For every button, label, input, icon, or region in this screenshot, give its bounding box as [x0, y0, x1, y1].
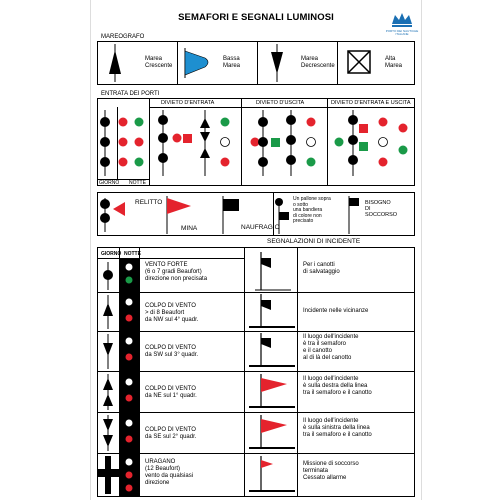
incidente-row1-right: Per i canotti di salvataggio [303, 262, 340, 275]
incidente-row4-right: Il luogo dell'incidente è sulla destra della linea tra il semaforo e il canotto [303, 376, 372, 396]
naufragio-label: NAUFRAGIO [241, 224, 280, 231]
mareografo-label: MAREOGRAFO [101, 34, 145, 40]
bisogno-label: BISOGNO DI SOCCORSO [365, 200, 398, 218]
incidente-row5-left: COLPO DI VENTO da SE sul 2° quadr. [145, 427, 197, 440]
incidente-row6-left: URAGANO (12 Beaufort) vento da qualsiasi direzione [145, 459, 194, 486]
relitto-label: RELITTO [135, 199, 163, 206]
incidente-row6-right: Missione di soccorso terminata Cessato allarme [303, 461, 359, 481]
incidente-row4-left: COLPO DI VENTO da NE sul 1° quadr. [145, 386, 197, 399]
marea-crescente-label: Marea Crescente [145, 56, 173, 69]
porti-header-entrata-uscita: DIVIETO D'ENTRATA E USCITA [331, 100, 411, 106]
alta-marea-label: Alta Marea [385, 56, 403, 69]
porti-header-uscita: DIVIETO D'USCITA [256, 100, 305, 106]
marea-decrescente-label: Marea Decrescente [301, 56, 335, 69]
pallone-label: Un pallone sopra o sotto una bandiera di colore non precisato [293, 196, 331, 224]
bassa-marea-label: Bassa Marea [223, 56, 241, 69]
incidente-row3-right: Il luogo dell'incidente è tra il semaforo e il canotto al di là del canotto [303, 334, 359, 361]
incidente-row2-left: COLPO DI VENTO > di 8 Beaufort da NW sul 4° quadr. [145, 303, 199, 323]
incidente-row2-right: Incidente nelle vicinanze [303, 308, 369, 314]
mina-label: MINA [181, 225, 198, 232]
incidente-row5-right: Il luogo dell'incidente è sulla sinistra della linea tra il semaforo e il canotto [303, 418, 372, 438]
signal-chart-page [90, 0, 422, 500]
incidente-label: SEGNALAZIONI DI INCIDENTE [267, 238, 361, 245]
incidente-row1-left: VENTO FORTE (6 o 7 gradi Beaufort) direzione non precisata [145, 262, 208, 282]
porti-label: ENTRATA DEI PORTI [101, 91, 160, 97]
porti-header-entrata: DIVIETO D'ENTRATA [161, 100, 215, 106]
incidente-row3-left: COLPO DI VENTO da SW sul 3° quadr. [145, 345, 199, 358]
incidente-notte-label: NOTTE [124, 251, 141, 257]
logo-text: PORTO DEI NAUTICHE ITALIANE [385, 29, 419, 36]
porti-notte-label: NOTTE [129, 180, 146, 186]
incidente-giorno-label: GIORNO [101, 251, 122, 257]
porti-giorno-label: GIORNO [99, 180, 120, 186]
page-title: SEMAFORI E SEGNALI LUMINOSI [178, 12, 334, 23]
